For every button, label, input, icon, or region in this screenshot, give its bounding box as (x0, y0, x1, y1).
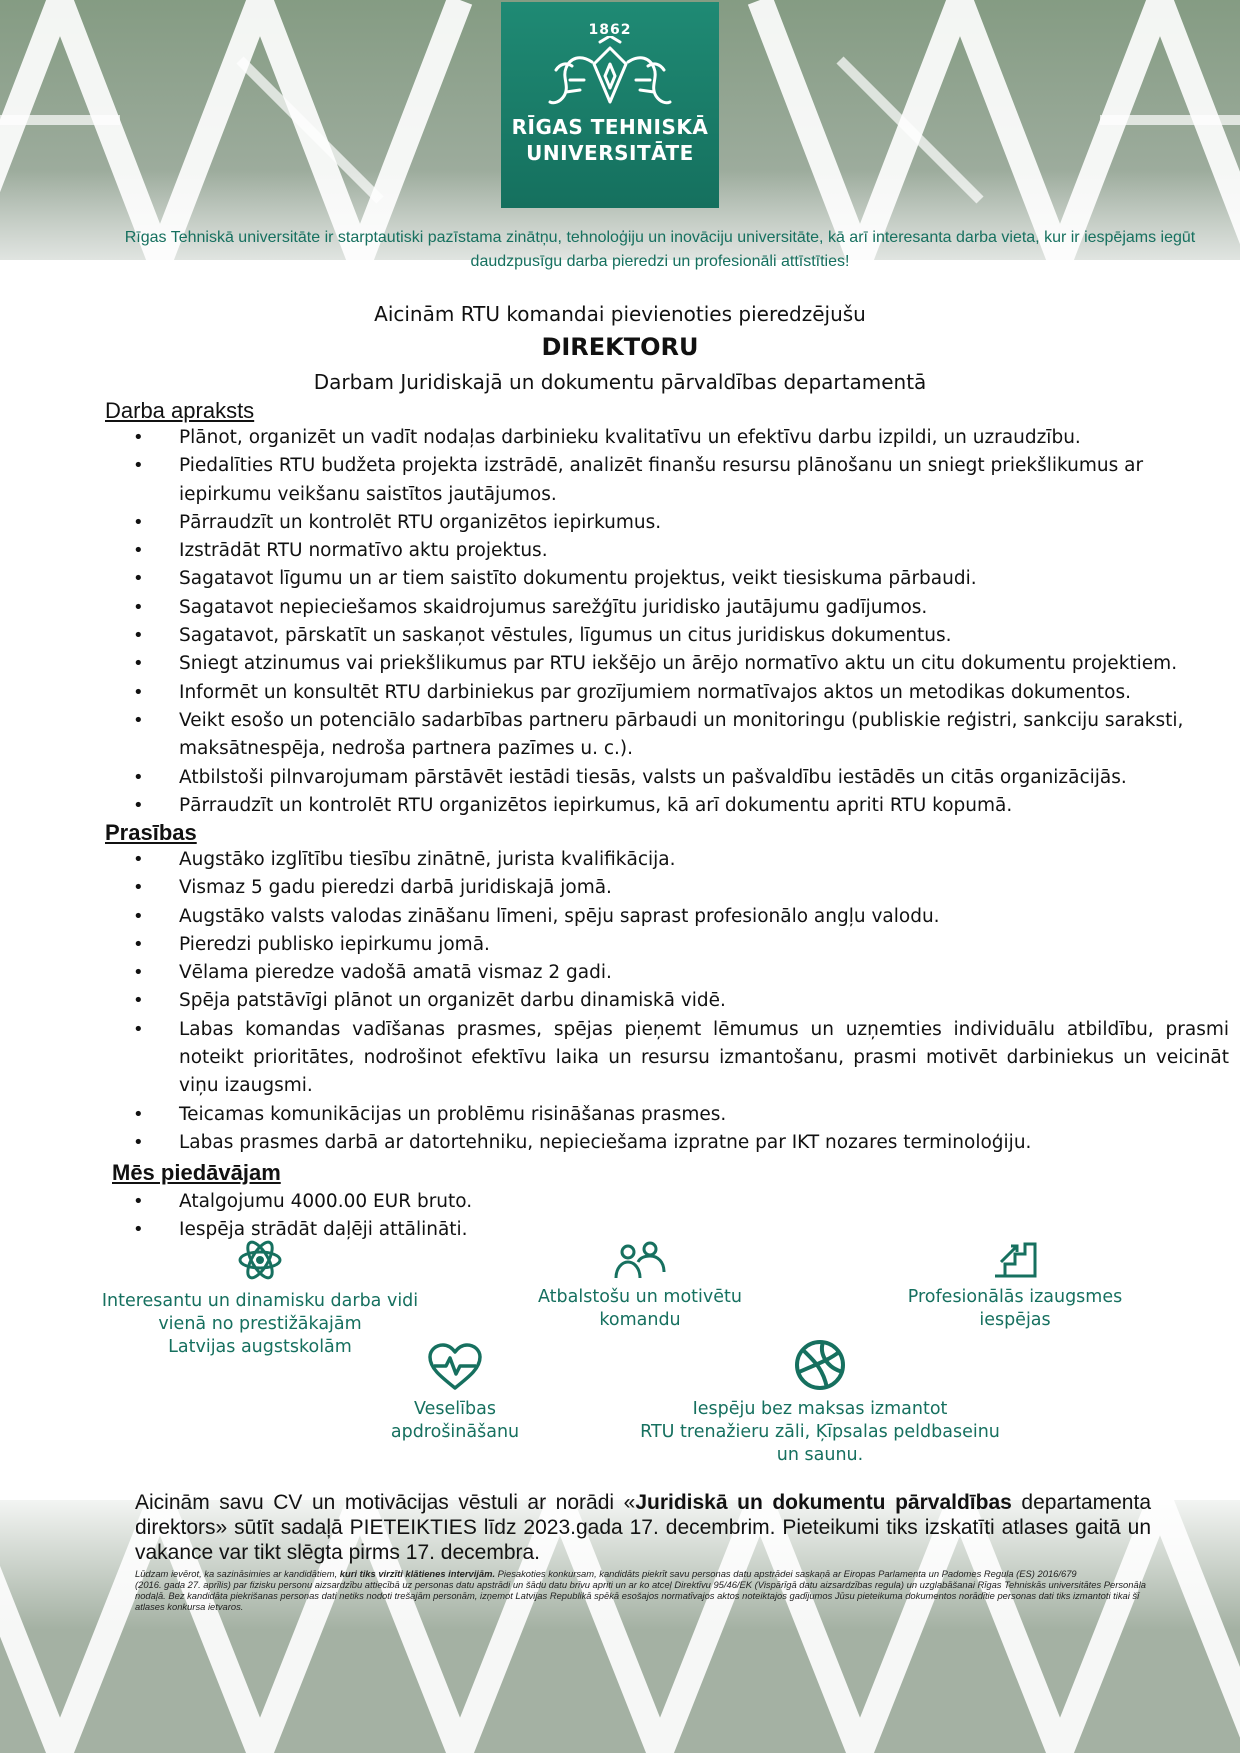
list-item: • Sniegt atzinumus vai priekšlikumus par RTU iekšējo un ārējo normatīvo aktu un citu dokumentu projektiem. (129, 650, 1184, 678)
section-heading-offer: Mēs piedāvājam (112, 1160, 281, 1185)
benefit-text-line: iespējas (979, 1310, 1051, 1330)
section-heading-description: Darba apraksts (105, 398, 255, 423)
list-item: • Pieredzi publisko iepirkumu jomā. (129, 931, 1229, 959)
job-title: DIREKTORU (541, 333, 699, 361)
ball-icon (793, 1338, 847, 1392)
section-heading-requirements: Prasības (105, 820, 197, 845)
closing-paragraph (135, 1490, 1151, 1565)
privacy-text: Piesakoties konkursam, kandidāts piekrīt savu personas datu apstrādei saskaņā ar Eiropas Parlamenta un Padomes Regula (ES) 2016/679 (495, 1568, 1077, 1579)
list-item: • Augstāko valsts valodas zināšanu līmeni, spēju saprast profesionālo angļu valodu. (129, 903, 1229, 931)
list-item: • Vēlama pieredze vadošā amatā vismaz 2 gadi. (129, 959, 1229, 987)
atom-icon (236, 1236, 284, 1284)
closing-bold-text: Juridiskā un dokumentu pārvaldības (635, 1491, 1012, 1514)
privacy-bold-text: kuri tiks virzīti klātienes intervijām. (339, 1568, 496, 1579)
list-item: • Iespēja strādāt daļēji attālināti. (129, 1216, 929, 1244)
benefit-text-line: Interesantu un dinamisku darba vidi (101, 1291, 419, 1311)
list-item: • Informēt un konsultēt RTU darbiniekus par grozījumiem normatīvajos aktos un metodikas dokumentos. (129, 679, 1184, 707)
benefit-text-line: Profesionālās izaugsmes (907, 1287, 1123, 1307)
list-item: • Labas komandas vadīšanas prasmes, spējas pieņemt lēmumus un uzņemties individuālu atbildību, prasmi noteikt prioritātes, nodrošinot efektīvu laika un resursu izmantošanu, prasmi motivēt darbiniekus un veicināt viņu izaugsmi. (129, 1016, 1229, 1101)
list-item: • Spēja patstāvīgi plānot un organizēt darbu dinamiskā vidē. (129, 987, 1229, 1015)
stairs-icon (991, 1240, 1039, 1280)
list-item: • Atalgojumu 4000.00 EUR bruto. (129, 1188, 929, 1216)
benefit-text-line: Latvijas augstskolām (168, 1337, 352, 1357)
benefit-text-line: apdrošināšanu (390, 1422, 520, 1442)
list-item: • Veikt esošo un potenciālo sadarbības partneru pārbaudi un monitoringu (publiskie reģistri, sankciju saraksti, maksātnespēja, nedroša partnera pazīmes u. c.). (129, 707, 1184, 764)
list-item: • Izstrādāt RTU normatīvo aktu projektus. (129, 537, 1184, 565)
benefit-text-line: un saunu. (776, 1445, 864, 1465)
department-text: Darbam Juridiskajā un dokumentu pārvaldības departamentā (313, 370, 927, 394)
list-item: • Sagatavot, pārskatīt un saskaņot vēstules, līgumus un citus juridiskus dokumentus. (129, 622, 1184, 650)
tagline: Rīgas Tehniskā universitāte ir starptautiski pazīstama zinātņu, tehnoloģiju un inovāciju universitāte, kā arī interesanta darba vieta, kur ir iespējams iegūt daudzpusīgu darba pieredzi un profesionāli attīstīties! (124, 229, 1196, 270)
benefit-text-line: komandu (599, 1310, 681, 1330)
benefit-text-line: RTU trenažieru zāli, Ķīpsalas peldbaseinu (640, 1422, 1000, 1442)
list-item: • Pārraudzīt un kontrolēt RTU organizētos iepirkumus, kā arī dokumentu apriti RTU kopumā. (129, 792, 1184, 820)
intro-text: Aicinām RTU komandai pievienoties pieredzējušu (374, 302, 866, 326)
list-item: • Sagatavot nepieciešamos skaidrojumus sarežģītu juridisko jautājumu gadījumos. (129, 594, 1184, 622)
privacy-notice (135, 1568, 1151, 1612)
logo-line-2: UNIVERSITĀTE (526, 141, 694, 165)
heart-pulse-icon (426, 1342, 484, 1392)
benefit-text-line: Iespēju bez maksas izmantot (692, 1399, 948, 1419)
team-icon (612, 1240, 668, 1280)
list-item: • Pārraudzīt un kontrolēt RTU organizētos iepirkumus. (129, 509, 1184, 537)
list-item: • Vismaz 5 gadu pieredzi darbā juridiskajā jomā. (129, 874, 1229, 902)
list-item: • Teicamas komunikācijas un problēmu risināšanas prasmes. (129, 1101, 1229, 1129)
privacy-text: Lūdzam ievērot, ka sazināsimies ar kandidātiem, (135, 1568, 340, 1579)
benefit-text-line: Atbalstošu un motivētu (538, 1287, 742, 1307)
benefit-text-line: vienā no prestižākajām (158, 1314, 362, 1334)
benefit-text-line: Veselības (414, 1399, 496, 1419)
logo-line-1: RĪGAS TEHNISKĀ (511, 115, 709, 139)
list-item: • Sagatavot līgumu un ar tiem saistīto dokumentu projektus, veikt tiesiskuma pārbaudi. (129, 565, 1184, 593)
coat-of-arms-icon (540, 36, 680, 112)
rtu-logo (501, 2, 719, 208)
list-item: • Atbilstoši pilnvarojumam pārstāvēt iestādi tiesās, valsts un pašvaldību iestādēs un citās organizācijās. (129, 764, 1184, 792)
requirements-list (129, 846, 1229, 1157)
logo-year: 1862 (588, 22, 632, 38)
benefit-growth (880, 1240, 1150, 1332)
list-item: • Piedalīties RTU budžeta projekta izstrādē, analizēt finanšu resursu plānošanu un sniegt priekšlikumus ar iepirkumu veikšanu saistītos jautājumos. (129, 452, 1184, 509)
benefit-sports-facilities (620, 1338, 1020, 1467)
benefit-work-environment (90, 1236, 430, 1359)
closing-text: departamenta direktors» sūtīt sadaļā PIETEIKTIES līdz 2023.gada 17. decembrim. Pieteikumi tiks izskatīti atlases gaitā un vakance var tikt slēgta pirms 17. decembra. (135, 1491, 1151, 1564)
closing-text: Aicinām savu CV un motivācijas vēstuli ar norādi « (135, 1491, 636, 1514)
benefit-health-insurance (365, 1342, 545, 1444)
benefit-team (510, 1240, 770, 1332)
list-item: • Augstāko izglītību tiesību zinātnē, jurista kvalifikācija. (129, 846, 1229, 874)
privacy-text: (2016. gada 27. aprīlis) par fizisku personu aizsardzību attiecībā uz personas datu apstrādi un šādu datu brīvu apriti un ar ko atceļ Direktīvu 95/46/EK (Vispārīgā datu aizsardzības regula) un uzglabāšanai Rīgas Tehniskās universitātes Personāla nodaļā. Bez kandidāta piekrišanas personas dati netiks nodoti trešajām personām, izņemot Latvijas Republikā spēkā esošajos normatīvajos aktos noteiktajos gadījumos Jūsu pieteikuma dokumentos norādītie personas dati tiks izmantoti tikai šī atlases konkursa ietvaros. (135, 1579, 1146, 1612)
list-item: • Plānot, organizēt un vadīt nodaļas darbinieku kvalitatīvu un efektīvu darbu izpildi, un uzraudzību. (129, 424, 1184, 452)
description-list (129, 424, 1184, 820)
list-item: • Labas prasmes darbā ar datortehniku, nepieciešama izpratne par IKT nozares terminoloģiju. (129, 1129, 1229, 1157)
